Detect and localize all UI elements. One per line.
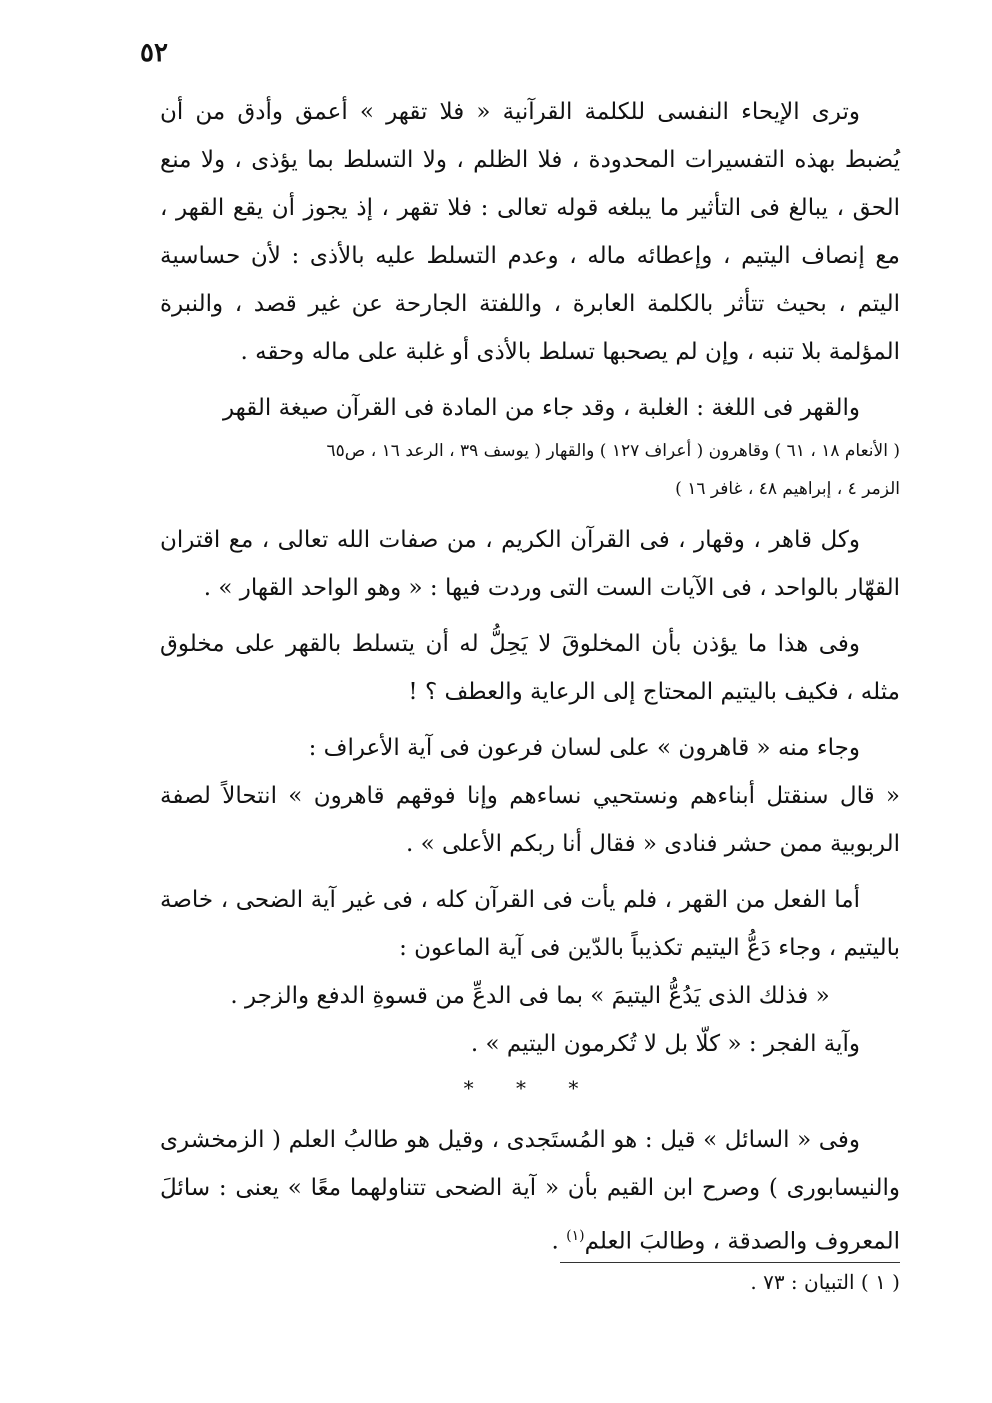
references-line-1: ( الأنعام ١٨ ، ٦١ ) وقاهرون ( أعراف ١٢٧ ) والقهار ( يوسف ٣٩ ، الرعد ١٦ ، ص٦٥ [326,441,900,461]
paragraph-6: « قال سنقتل أبناءهم ونستحيي نساءهم وإنا فوقهم قاهرون » انتحالاً لصفة الربوبية ممن حشر فنادى « فقال أنا ربكم الأعلى » . [160,783,900,857]
footnote-divider [560,1262,900,1263]
footnote-marker: (١) [566,1228,585,1244]
paragraph-10: وفى « السائل » قيل : هو المُستَجدى ، وقيل هو طالبُ العلم ( الزمخشرى والنيسابورى ) وصرح ابن القيم بأن « آية الضحى تتناولهما معًا » يعنى : سائلَ المعروف والصدقة ، وطالبَ العلم$^{(١)}$ . [160,1127,900,1255]
paragraph-9: وآية الفجر : « كلّا بل لا تُكرمون اليتيم » . [470,1031,860,1057]
paragraph-4: وفى هذا ما يؤذن بأن المخلوقَ لا يَحِلُّ له أن يتسلط بالقهر على مخلوق مثله ، فكيف باليتيم المحتاج إلى الرعاية والعطف ؟ ! [160,631,900,705]
paragraph-2: والقهر فى اللغة : الغلبة ، وقد جاء من المادة فى القرآن صيغة القهر [222,395,860,421]
references-line-2: الزمر ٤ ، إبراهيم ٤٨ ، غافر ١٦ ) [675,479,900,499]
paragraph-7: أما الفعل من القهر ، فلم يأت فى القرآن كله ، فى غير آية الضحى ، خاصة باليتيم ، وجاء دَعُّ اليتيم تكذيباً بالدّين فى آية الماعون : [160,887,900,961]
section-separator: * * * [463,1076,597,1100]
paragraph-1: وترى الإيحاء النفسى للكلمة القرآنية « فلا تقهر » أعمق وأدق من أن يُضبط بهذه التفسيرات المحدودة ، فلا الظلم ، ولا التسلط بما يؤذى ، ولا منع الحق ، يبالغ فى التأثير ما يبلغه قوله تعالى : فلا تقهر ، إذ يجوز أن يقع القهر ، مع إنصاف اليتيم ، وإعطائه ماله ، وعدم التسلط عليه بالأذى : لأن حساسية اليتم ، بحيث تتأثر بالكلمة العابرة ، واللفتة الجارحة عن غير قصد ، والنبرة المؤلمة بلا تنبه ، وإن لم يصحبها تسلط بالأذى أو غلبة على ماله وحقه . [160,99,900,365]
page-number: ٥٢ [140,38,168,68]
paragraph-3: وكل قاهر ، وقهار ، فى القرآن الكريم ، من صفات الله تعالى ، مع اقتران القهّار بالواحد ، فى الآيات الست التى وردت فيها : « وهو الواحد القهار » . [160,527,900,601]
paragraph-10-text: وفى « السائل » قيل : هو المُستَجدى ، وقيل هو طالبُ العلم ( الزمخشرى والنيسابورى ) وصرح ابن القيم بأن « آية الضحى تتناولهما معًا » يعنى : سائلَ المعروف والصدقة ، وطالبَ العلم [160,1127,900,1255]
main-text [160,88,900,1266]
paragraph-5: وجاء منه « قاهرون » على لسان فرعون فى آية الأعراف : [308,735,860,761]
footnote: ( ١ ) التبيان : ٧٣ . [750,1270,900,1294]
paragraph-8: « فذلك الذى يَدُعُّ اليتيمَ » بما فى الدعِّ من قسوةِ الدفع والزجر . [230,983,830,1009]
